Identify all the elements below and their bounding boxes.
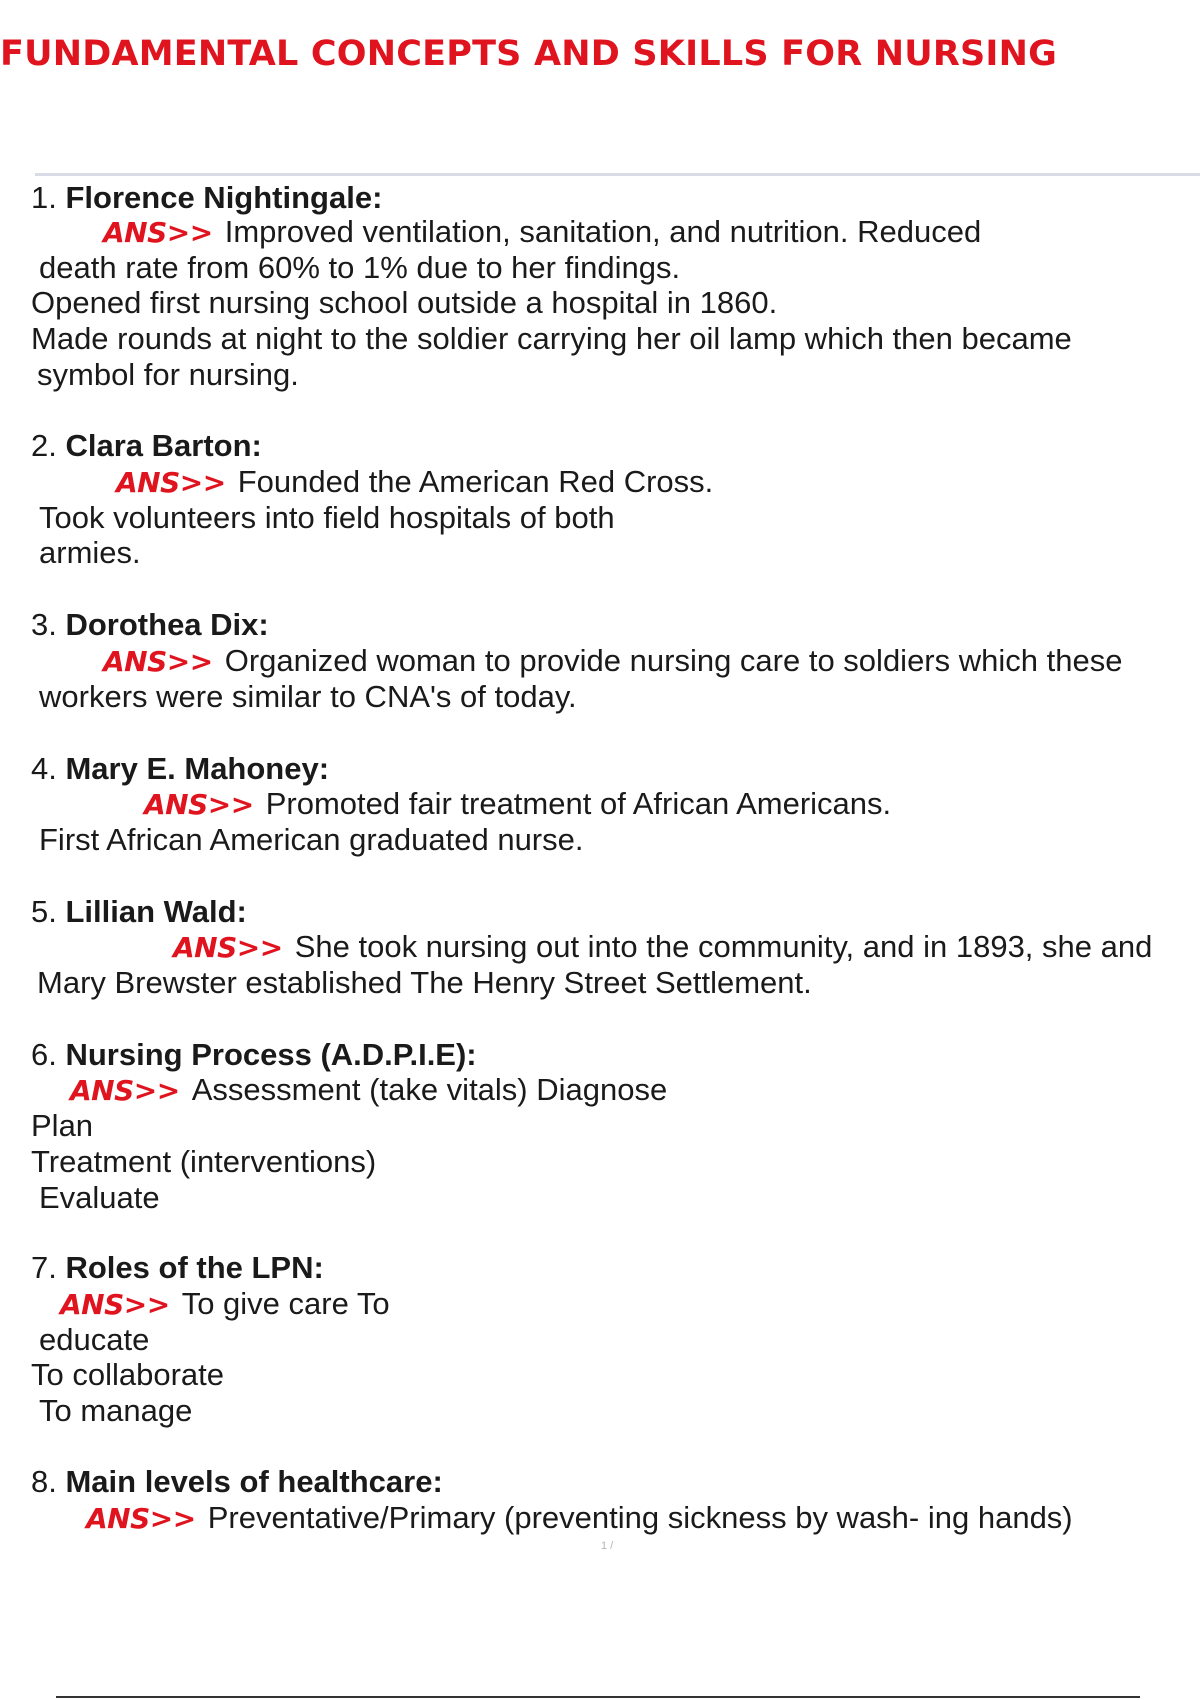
question-line <box>31 428 262 464</box>
answer-first-line <box>116 464 713 501</box>
question-line <box>31 894 247 930</box>
answer-text: To give care To <box>181 1286 390 1321</box>
question-text: Clara Barton: <box>65 428 262 463</box>
footer-divider <box>56 1696 1140 1698</box>
ans-label: ANS>> <box>173 931 283 964</box>
answer-line: Took volunteers into field hospitals of both <box>39 500 615 535</box>
answer-first-line <box>86 1500 1073 1537</box>
answer-line: educate <box>39 1322 150 1357</box>
answer-text: Organized woman to provide nursing care to soldiers which these <box>224 643 1123 678</box>
question-text: Main levels of healthcare: <box>65 1464 443 1499</box>
title-divider <box>35 173 1200 176</box>
question-number: 1. <box>31 180 57 215</box>
ans-label: ANS>> <box>103 645 213 678</box>
answer-line: Mary Brewster established The Henry Street Settlement. <box>37 965 812 1000</box>
question-number: 2. <box>31 428 57 463</box>
question-text: Roles of the LPN: <box>65 1250 324 1285</box>
answer-first-line <box>173 929 1152 966</box>
question-line <box>31 1250 324 1286</box>
answer-line: Evaluate <box>39 1180 160 1215</box>
answer-text: Preventative/Primary (preventing sickness by wash- ing hands) <box>207 1500 1073 1535</box>
ans-label: ANS>> <box>60 1288 170 1321</box>
question-text: Florence Nightingale: <box>65 180 383 215</box>
question-number: 4. <box>31 751 57 786</box>
question-number: 7. <box>31 1250 57 1285</box>
question-text: Dorothea Dix: <box>65 607 269 642</box>
ans-label: ANS>> <box>70 1074 180 1107</box>
question-number: 5. <box>31 894 57 929</box>
answer-first-line <box>70 1072 667 1109</box>
document-title: FUNDAMENTAL CONCEPTS AND SKILLS FOR NURSING <box>0 34 1058 74</box>
answer-line: Opened first nursing school outside a hospital in 1860. <box>31 285 778 320</box>
ans-label: ANS>> <box>86 1502 196 1535</box>
answer-line: First African American graduated nurse. <box>39 822 584 857</box>
answer-first-line <box>103 643 1122 680</box>
answer-line: armies. <box>39 535 141 570</box>
answer-line: Treatment (interventions) <box>31 1144 377 1179</box>
answer-text: She took nursing out into the community, and in 1893, she and <box>294 929 1153 964</box>
answer-line: workers were similar to CNA's of today. <box>39 679 577 714</box>
ans-label: ANS>> <box>144 788 254 821</box>
answer-line: symbol for nursing. <box>37 357 299 392</box>
answer-text: Promoted fair treatment of African Americans. <box>265 786 892 821</box>
answer-text: Assessment (take vitals) Diagnose <box>191 1072 668 1107</box>
answer-first-line <box>144 786 891 823</box>
question-line <box>31 751 329 787</box>
answer-line: death rate from 60% to 1% due to her findings. <box>39 250 681 285</box>
answer-text: Founded the American Red Cross. <box>237 464 714 499</box>
question-text: Lillian Wald: <box>65 894 247 929</box>
ans-label: ANS>> <box>116 466 226 499</box>
answer-first-line <box>60 1286 390 1323</box>
question-text: Nursing Process (A.D.P.I.E): <box>65 1037 477 1072</box>
answer-line: To manage <box>39 1393 193 1428</box>
answer-line: Made rounds at night to the soldier carrying her oil lamp which then became <box>31 321 1072 356</box>
question-number: 8. <box>31 1464 57 1499</box>
question-line <box>31 180 382 216</box>
page-number: 1 / <box>601 1540 614 1552</box>
question-text: Mary E. Mahoney: <box>65 751 330 786</box>
answer-line: To collaborate <box>31 1357 225 1392</box>
question-number: 3. <box>31 607 57 642</box>
answer-text: Improved ventilation, sanitation, and nutrition. Reduced <box>224 214 982 249</box>
answer-line: Plan <box>31 1108 94 1143</box>
ans-label: ANS>> <box>103 216 213 249</box>
question-line <box>31 607 269 643</box>
answer-first-line <box>103 214 981 251</box>
question-line <box>31 1464 443 1500</box>
question-line <box>31 1037 477 1073</box>
question-number: 6. <box>31 1037 57 1072</box>
